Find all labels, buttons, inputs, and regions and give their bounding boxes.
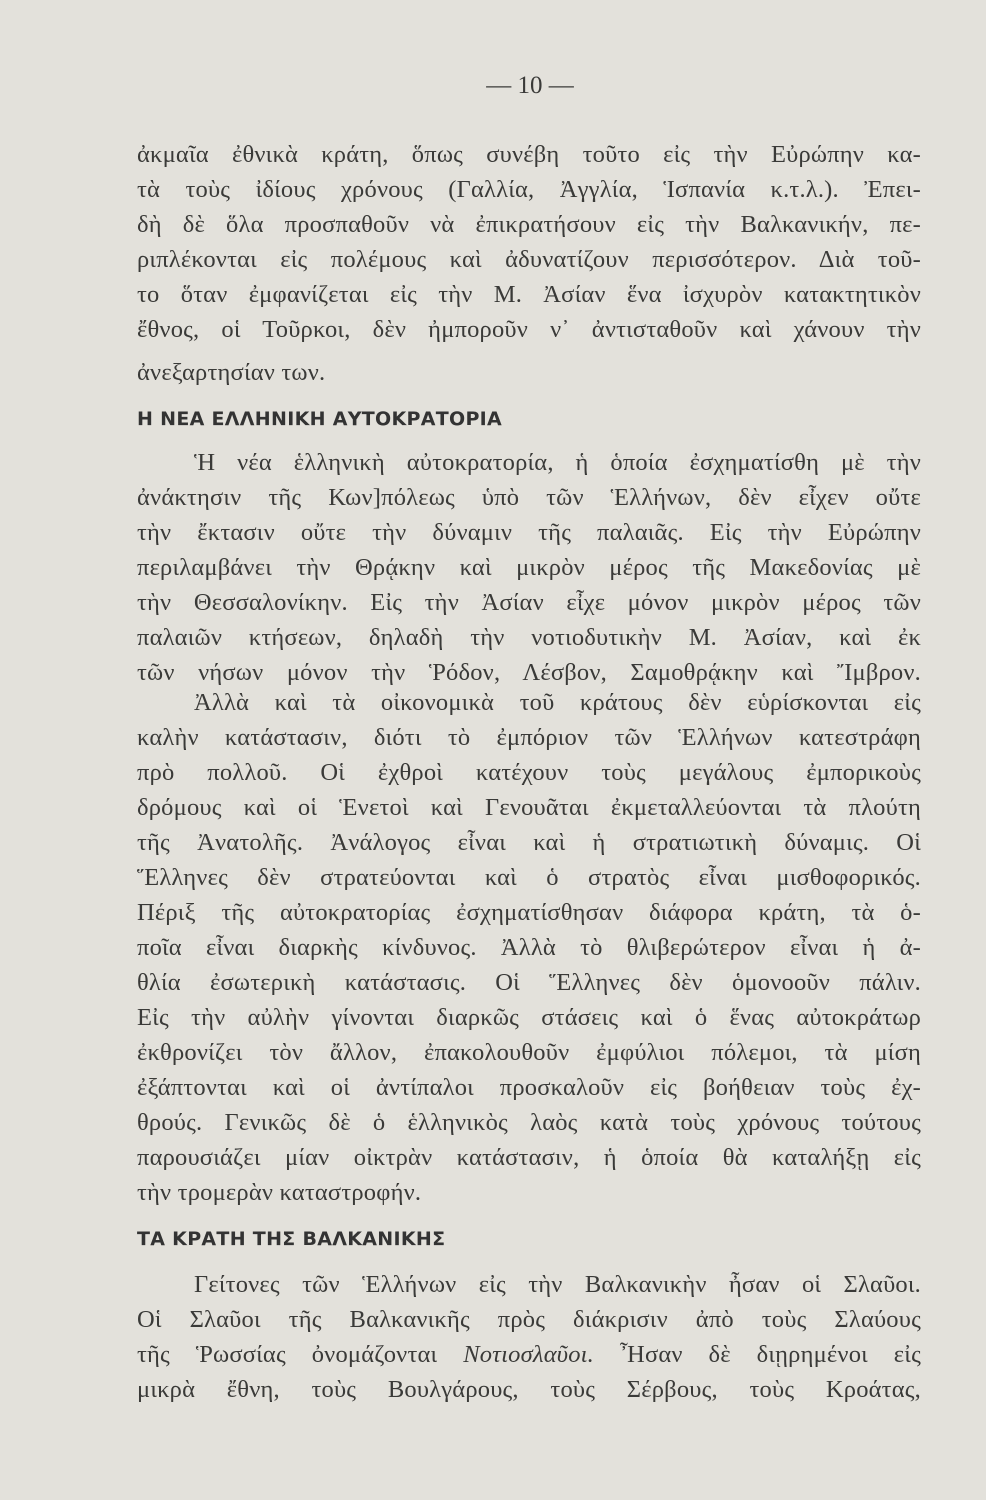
text-line: δὴ δὲ ὅλα προσπαθοῦν νὰ ἐπικρατήσουν εἰς τὴν Βαλκανικήν, πε- — [137, 211, 921, 238]
section-heading: ΤΑ ΚΡΑΤΗ ΤΗΣ ΒΑΛΚΑΝΙΚΗΣ — [137, 1228, 446, 1250]
text-line: ἐξάπτονται καὶ οἱ ἀντίπαλοι προσκαλοῦν εἰς βοήθειαν τοὺς ἐχ- — [137, 1074, 921, 1101]
text-line: Γείτονες τῶν Ἑλλήνων εἰς τὴν Βαλκανικὴν ἦσαν οἱ Σλαῦοι. — [194, 1271, 921, 1298]
text-line: ριπλέκονται εἰς πολέμους καὶ ἀδυνατίζουν περισσότερον. Διὰ τοῦ- — [137, 246, 921, 273]
text-line: Εἰς τὴν αὐλὴν γίνονται διαρκῶς στάσεις καὶ ὁ ἕνας αὐτοκράτωρ — [137, 1004, 921, 1031]
text-line: θρούς. Γενικῶς δὲ ὁ ἑλληνικὸς λαὸς κατὰ τοὺς χρόνους τούτους — [137, 1109, 921, 1136]
text-line: Οἱ Σλαῦοι τῆς Βαλκανικῆς πρὸς διάκρισιν ἀπὸ τοὺς Σλαύους — [137, 1306, 921, 1333]
text-segment: τῆς Ῥωσσίας ὀνομάζονται — [137, 1341, 438, 1368]
text-line: τὴν τρομερὰν καταστροφήν. — [137, 1179, 422, 1206]
text-line: δρόμους καὶ οἱ Ἑνετοὶ καὶ Γενουᾶται ἐκμεταλλεύονται τὰ πλούτη — [137, 794, 921, 821]
text-line: πρὸ πολλοῦ. Οἱ ἐχθροὶ κατέχουν τοὺς μεγάλους ἐμπορικοὺς — [137, 759, 921, 786]
text-line: περιλαμβάνει τὴν Θρᾴκην καὶ μικρὸν μέρος τῆς Μακεδονίας μὲ — [137, 554, 921, 581]
section-heading: Η ΝΕΑ ΕΛΛΗΝΙΚΗ ΑΥΤΟΚΡΑΤΟΡΙΑ — [137, 408, 503, 430]
text-line: τὴν ἔκτασιν οὔτε τὴν δύναμιν τῆς παλαιᾶς. Εἰς τὴν Εὐρώπην — [137, 519, 921, 546]
text-line: τὰ τοὺς ἰδίους χρόνους (Γαλλία, Ἀγγλία, Ἱσπανία κ.τ.λ.). Ἐπει- — [137, 176, 921, 203]
text-line: καλὴν κατάστασιν, διότι τὸ ἐμπόριον τῶν Ἑλλήνων κατεστράφη — [137, 724, 921, 751]
paragraph-1 — [137, 137, 921, 390]
text-line: ἐκθρονίζει τὸν ἄλλον, ἐπακολουθοῦν ἐμφύλιοι πόλεμοι, τὰ μίση — [137, 1039, 921, 1066]
text-line: ἔθνος, οἱ Τοῦρκοι, δὲν ἠμποροῦν ν᾿ ἀντισταθοῦν καὶ χάνουν τὴν — [137, 316, 921, 343]
text-line: τῶν νήσων μόνον τὴν Ῥόδον, Λέσβον, Σαμοθρᾴκην καὶ Ἴμβρον. — [137, 659, 921, 686]
paragraph-3 — [137, 685, 921, 1210]
text-line: τῆς Ἀνατολῆς. Ἀνάλογος εἶναι καὶ ἡ στρατιωτικὴ δύναμις. Οἱ — [137, 829, 921, 856]
text-line: ποῖα εἶναι διαρκὴς κίνδυνος. Ἀλλὰ τὸ θλιβερώτερον εἶναι ἡ ἀ- — [137, 934, 921, 961]
text-line: θλία ἐσωτερικὴ κατάστασις. Οἱ Ἕλληνες δὲν ὁμονοοῦν πάλιν. — [137, 969, 921, 996]
paragraph-2 — [137, 445, 921, 690]
text-line: Ἀλλὰ καὶ τὰ οἰκονομικὰ τοῦ κράτους δὲν εὑρίσκονται εἰς — [194, 689, 921, 716]
text-line: τὴν Θεσσαλονίκην. Εἰς τὴν Ἀσίαν εἶχε μόνον μικρὸν μέρος τῶν — [137, 589, 921, 616]
text-line: ἀκμαῖα ἐθνικὰ κράτη, ὅπως συνέβη τοῦτο εἰς τὴν Εὐρώπην κα- — [137, 141, 921, 168]
text-line: ἀνεξαρτησίαν των. — [137, 359, 326, 386]
text-line: Ἕλληνες δὲν στρατεύονται καὶ ὁ στρατὸς εἶναι μισθοφορικός. — [137, 864, 921, 891]
text-line — [137, 1337, 921, 1372]
text-line: παλαιῶν κτήσεων, δηλαδὴ τὴν νοτιοδυτικὴν Μ. Ἀσίαν, καὶ ἐκ — [137, 624, 921, 651]
italic-term: Νοτιοσλαῦοι. — [463, 1341, 594, 1368]
text-line: το ὅταν ἐμφανίζεται εἰς τὴν Μ. Ἀσίαν ἕνα ἰσχυρὸν κατακτητικὸν — [137, 281, 921, 308]
text-line: παρουσιάζει μίαν οἰκτρὰν κατάστασιν, ἡ ὁποία θὰ καταλήξῃ εἰς — [137, 1144, 921, 1171]
text-segment: Ἦσαν δὲ διῃρημένοι εἰς — [619, 1341, 921, 1368]
text-line: Πέριξ τῆς αὐτοκρατορίας ἐσχηματίσθησαν διάφορα κράτη, τὰ ὁ- — [137, 899, 921, 926]
text-line: Ἡ νέα ἑλληνικὴ αὐτοκρατορία, ἡ ὁποία ἐσχηματίσθη μὲ τὴν — [194, 449, 921, 476]
paragraph-4 — [137, 1267, 921, 1407]
text-line: μικρὰ ἔθνη, τοὺς Βουλγάρους, τοὺς Σέρβους, τοὺς Κροάτας, — [137, 1376, 921, 1403]
text-line: ἀνάκτησιν τῆς Κων]πόλεως ὑπὸ τῶν Ἑλλήνων, δὲν εἶχεν οὔτε — [137, 484, 921, 511]
page-number: — 10 — — [486, 72, 574, 99]
